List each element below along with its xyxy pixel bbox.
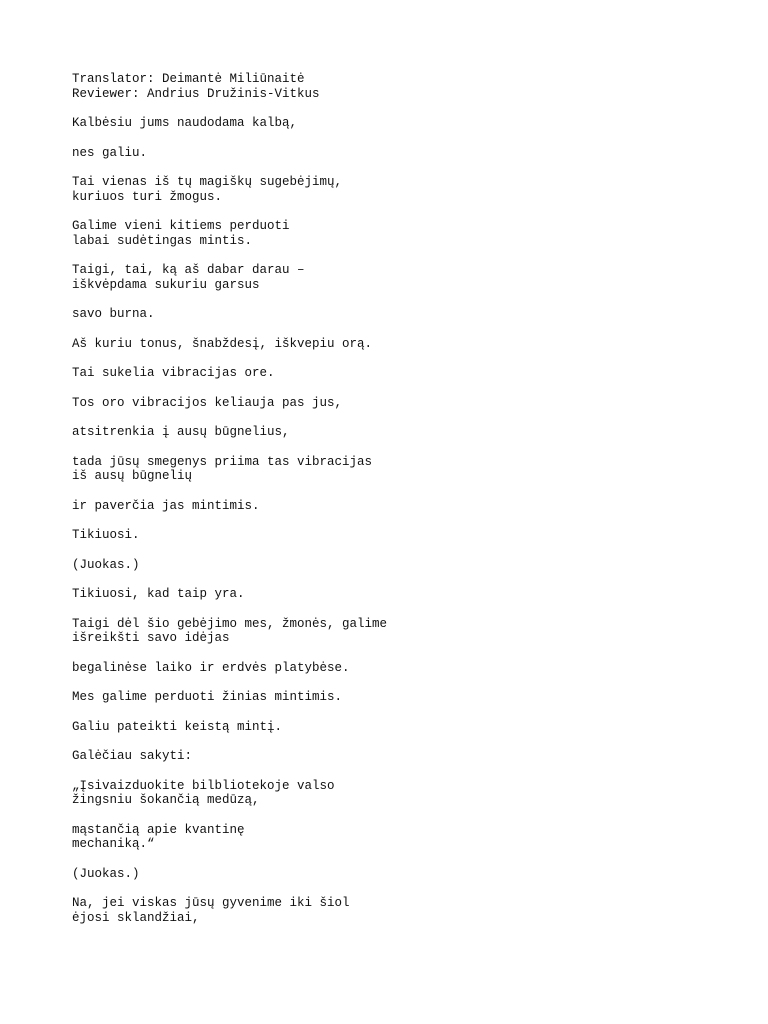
transcript-line: (Juokas.) (72, 557, 140, 572)
transcript-line: begalinėse laiko ir erdvės platybėse. (72, 660, 350, 675)
transcript-line: iškvėpdama sukuriu garsus (72, 277, 260, 292)
transcript-paragraph (72, 116, 712, 131)
transcript-paragraph (72, 587, 712, 602)
transcript-line: Tikiuosi. (72, 528, 140, 542)
transcript-line: Mes galime perduoti žinias mintimis. (72, 690, 343, 704)
transcript-body (72, 116, 712, 925)
transcript-paragraph (72, 661, 712, 676)
transcript-paragraph (72, 146, 712, 161)
transcript-line: Galėčiau sakyti: (72, 749, 193, 763)
transcript-paragraph (72, 366, 712, 381)
transcript-line: išreikšti savo idėjas (72, 631, 230, 645)
transcript-paragraph (72, 219, 712, 248)
transcript-line: iš ausų būgnelių (72, 469, 193, 483)
transcript-line: Kalbėsiu jums naudodama kalbą, (72, 116, 298, 130)
transcript-line: kuriuos turi žmogus. (72, 189, 223, 204)
transcript-paragraph (72, 499, 712, 514)
transcript-line: Tai sukelia vibracijas ore. (72, 366, 275, 380)
document-page (72, 72, 712, 940)
transcript-line: ir paverčia jas mintimis. (72, 498, 260, 513)
transcript-line: Galiu pateikti keistą mintį. (72, 719, 283, 734)
transcript-line: Aš kuriu tonus, šnabždesį, iškvepiu orą. (72, 336, 373, 351)
transcript-paragraph (72, 690, 712, 705)
transcript-paragraph (72, 867, 712, 882)
transcript-paragraph (72, 558, 712, 573)
transcript-line: ėjosi sklandžiai, (72, 910, 200, 925)
transcript-line: Taigi, tai, ką aš dabar darau – (72, 263, 305, 277)
transcript-line: Taigi dėl šio gebėjimo mes, žmonės, galime (72, 616, 388, 631)
transcript-paragraph (72, 896, 712, 925)
transcript-paragraph (72, 617, 712, 646)
transcript-paragraph (72, 749, 712, 764)
translator-credit: Translator: Deimantė Miliūnaitė (72, 72, 305, 86)
transcript-paragraph (72, 175, 712, 204)
transcript-paragraph (72, 779, 712, 808)
transcript-line: mąstančią apie kvantinę (72, 822, 245, 837)
transcript-paragraph (72, 720, 712, 735)
transcript-paragraph (72, 396, 712, 411)
transcript-paragraph (72, 307, 712, 322)
transcript-line: Tai vienas iš tų magiškų sugebėjimų, (72, 175, 343, 189)
transcript-line: Na, jei viskas jūsų gyvenime iki šiol (72, 896, 350, 910)
transcript-paragraph (72, 823, 712, 852)
transcript-line: nes galiu. (72, 145, 148, 160)
transcript-line: (Juokas.) (72, 866, 140, 881)
transcript-line: „Įsivaizduokite bilbliotekoje valso (72, 778, 335, 793)
transcript-line: savo burna. (72, 307, 155, 321)
credits-block (72, 72, 712, 101)
transcript-line: tada jūsų smegenys priima tas vibracijas (72, 454, 373, 469)
transcript-line: Tos oro vibracijos keliauja pas jus, (72, 395, 343, 410)
transcript-paragraph (72, 455, 712, 484)
transcript-line: žingsniu šokančią medūzą, (72, 793, 260, 807)
transcript-line: atsitrenkia į ausų būgnelius, (72, 425, 290, 439)
transcript-paragraph (72, 263, 712, 292)
transcript-line: Tikiuosi, kad taip yra. (72, 587, 245, 601)
transcript-line: Galime vieni kitiems perduoti (72, 219, 290, 233)
reviewer-credit: Reviewer: Andrius Družinis-Vitkus (72, 86, 320, 101)
transcript-paragraph (72, 425, 712, 440)
transcript-line: labai sudėtingas mintis. (72, 233, 253, 248)
transcript-line: mechaniką.“ (72, 837, 155, 851)
transcript-paragraph (72, 528, 712, 543)
transcript-paragraph (72, 337, 712, 352)
